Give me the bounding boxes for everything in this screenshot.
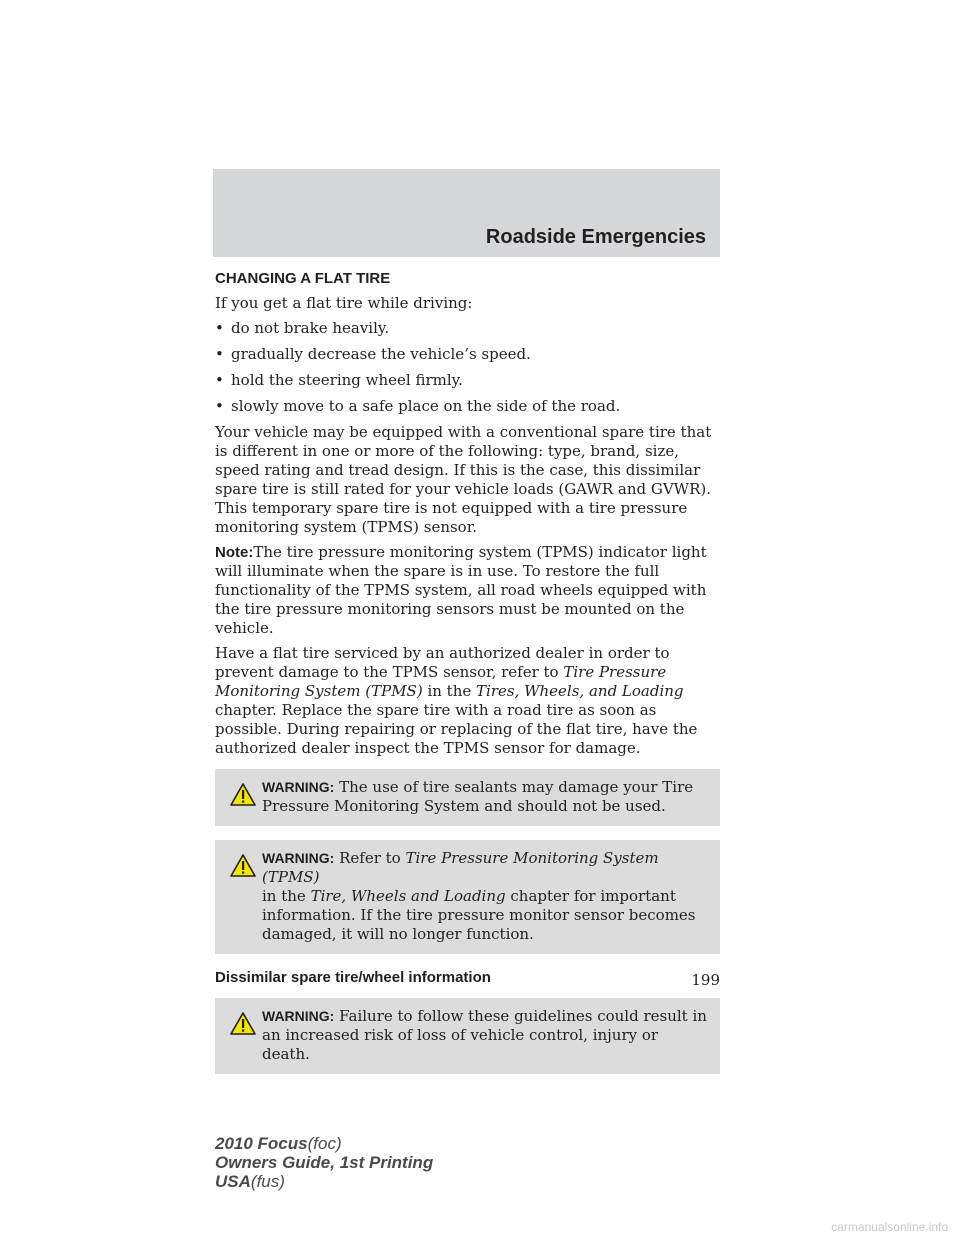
footer-line: Owners Guide, 1st Printing xyxy=(215,1153,434,1172)
bullet-icon: • xyxy=(215,345,224,363)
note-text: The tire pressure monitoring system (TPMS) indicator light will illuminate when the spare is in use. To restore the full functionality of the TPMS system, all road wheels equipped with the tire pressure monitoring sensors must be mounted on the vehicle. xyxy=(215,543,707,637)
footer-code: (fus) xyxy=(250,1172,285,1191)
bullet-icon: • xyxy=(215,319,224,337)
bullet-list xyxy=(215,319,720,416)
warning-icon xyxy=(230,854,256,877)
list-item-text: gradually decrease the vehicle’s speed. xyxy=(231,345,531,363)
warning-label: WARNING: xyxy=(262,1008,335,1024)
tpms-reference: Tire Pressure Monitoring System (TPMS) xyxy=(215,663,667,700)
warning-label: WARNING: xyxy=(262,850,335,866)
page-number: 199 xyxy=(691,971,720,989)
warning-icon xyxy=(230,783,256,806)
page-title: CHANGING A FLAT TIRE xyxy=(215,270,391,287)
tpms-reference: Tire Pressure Monitoring System (TPMS) xyxy=(262,849,659,886)
bullet-icon: • xyxy=(215,371,224,389)
warning-icon xyxy=(230,1012,256,1035)
list-item xyxy=(215,371,720,390)
chapter-reference: Tires, Wheels, and Loading xyxy=(476,682,684,700)
warning-text: The use of tire sealants may damage your Tire Pressure Monitoring System and should not be used. xyxy=(262,778,694,815)
warning-label: WARNING: xyxy=(262,779,335,795)
page-content xyxy=(215,269,720,1088)
warning-text: chapter for important information. If the tire pressure monitor sensor becomes damaged, it will no longer function. xyxy=(262,887,696,943)
list-item xyxy=(215,319,720,338)
section-header xyxy=(213,169,720,257)
warning-text: Failure to follow these guidelines could result in an increased risk of loss of vehicle control, injury or death. xyxy=(262,1007,707,1063)
subsection-title: Dissimilar spare tire/wheel information xyxy=(215,969,491,986)
list-item xyxy=(215,345,720,364)
warning-text: Refer to xyxy=(339,849,406,867)
note-label: Note: xyxy=(215,544,254,561)
service-text: Have a flat tire serviced by an authorized dealer in order to prevent damage to the TPMS sensor, refer to xyxy=(215,644,670,681)
footer-model: 2010 Focus xyxy=(215,1134,308,1153)
warning-box xyxy=(215,998,720,1074)
list-item xyxy=(215,397,720,416)
document-footer xyxy=(215,1134,433,1191)
service-text: chapter. Replace the spare tire with a road tire as soon as possible. During repairing or replacing of the flat tire, have the authorized dealer inspect the TPMS sensor for damage. xyxy=(215,701,698,757)
service-text: in the xyxy=(422,682,477,700)
footer-line xyxy=(215,1134,433,1153)
footer-line xyxy=(215,1172,433,1191)
warning-text: in the xyxy=(262,887,311,905)
warning-box xyxy=(215,840,720,954)
list-item-text: hold the steering wheel firmly. xyxy=(231,371,463,389)
footer-market: USA xyxy=(215,1172,251,1191)
section-title: Roadside Emergencies xyxy=(485,226,706,248)
note-paragraph xyxy=(215,543,720,638)
intro-text: If you get a flat tire while driving: xyxy=(215,294,473,312)
service-paragraph xyxy=(215,644,720,758)
footer-code: (foc) xyxy=(307,1134,342,1153)
warning-box xyxy=(215,769,720,826)
list-item-text: do not brake heavily. xyxy=(231,319,390,337)
spare-tire-paragraph: Your vehicle may be equipped with a conventional spare tire that is different in one or more of the following: type, brand, size, speed rating and tread design. If this is the case, this dissimilar spare tire is still rated for your vehicle loads (GAWR and GVWR). This temporary spare tire is not equipped with a tire pressure monitoring system (TPMS) sensor. xyxy=(215,423,712,536)
list-item-text: slowly move to a safe place on the side of the road. xyxy=(231,397,621,415)
watermark: carmanualsonline.info xyxy=(831,1220,948,1234)
bullet-icon: • xyxy=(215,397,224,415)
chapter-reference: Tire, Wheels and Loading xyxy=(310,887,506,905)
